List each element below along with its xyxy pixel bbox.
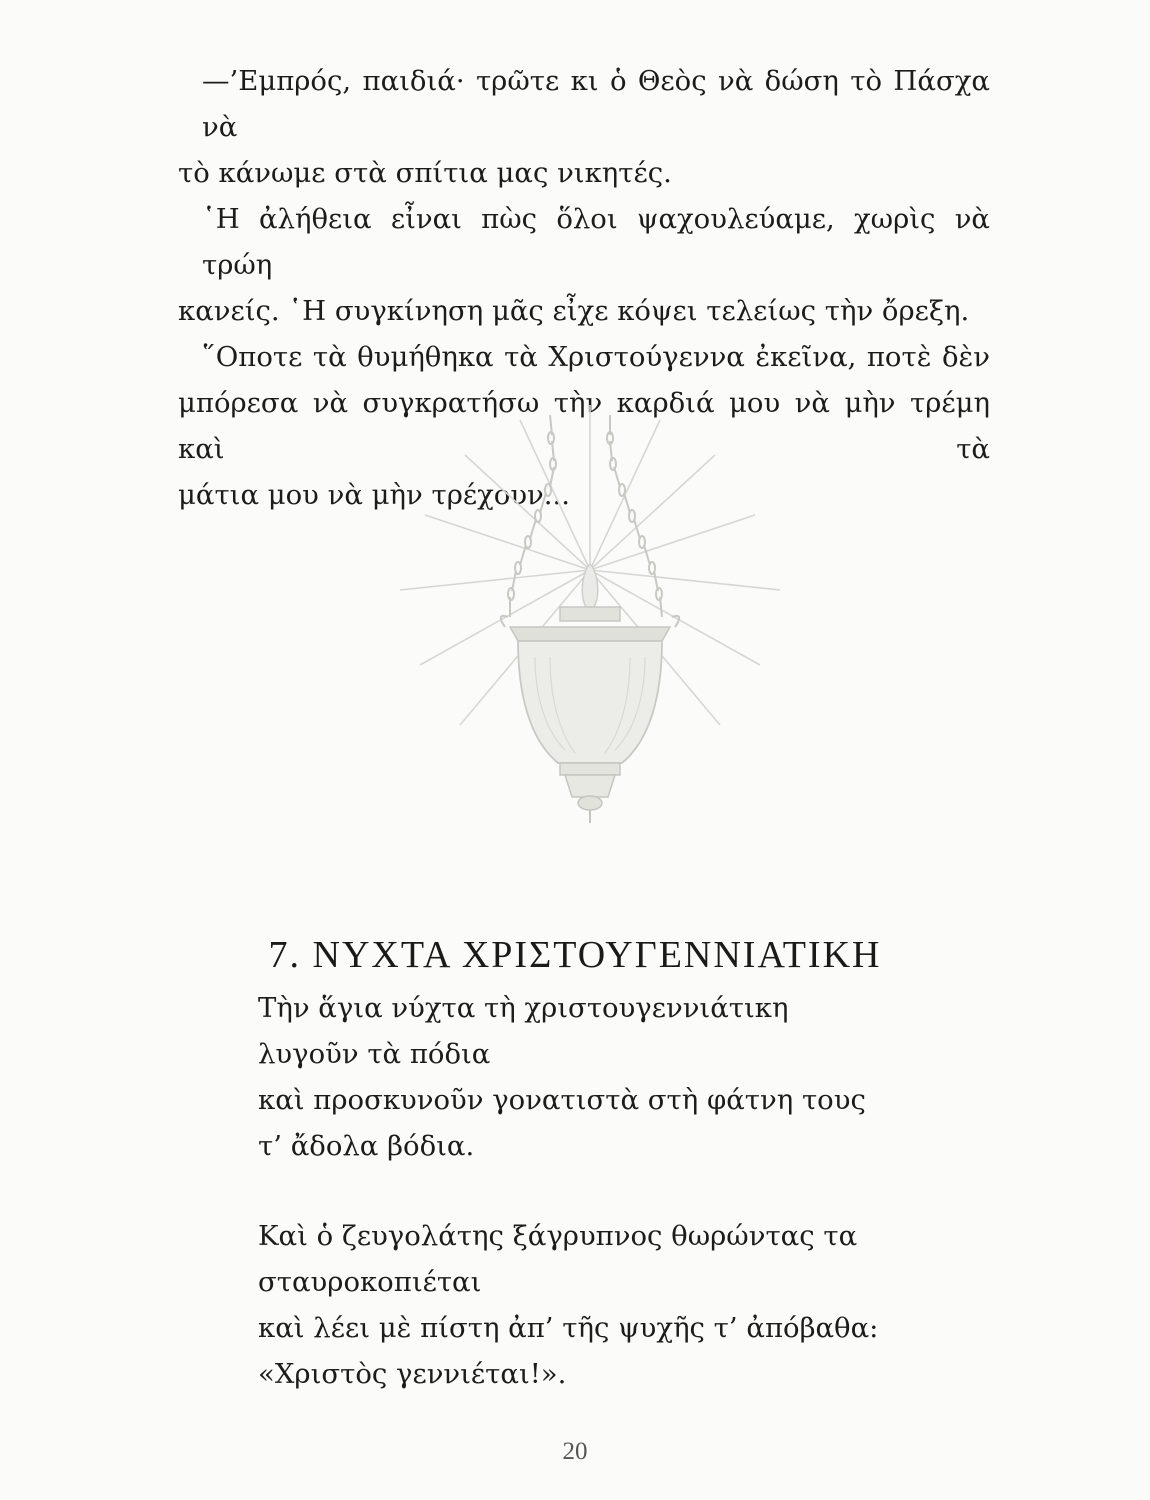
text-line: τὸ κάνωμε στὰ σπίτια μας νικητές. <box>178 157 672 189</box>
poem-stanza-1 <box>258 985 1018 1169</box>
lamp-body <box>501 565 679 823</box>
poem-line: τ’ ἄδολα βόδια. <box>258 1130 475 1162</box>
paragraph-2 <box>178 196 990 334</box>
poem-line: Τὴν ἅγια νύχτα τὴ χριστουγεννιάτικη <box>258 992 789 1024</box>
text-line: κανείς. ῾Η συγκίνηση μᾶς εἶχε κόψει τελείως τὴν ὄρεξη. <box>178 295 970 327</box>
hanging-oil-lamp-icon <box>400 395 780 865</box>
poem-line: «Χριστὸς γεννιέται!». <box>258 1358 567 1390</box>
text-line: ῞Οποτε τὰ θυμήθηκα τὰ Χριστούγεννα ἐκεῖνα, ποτὲ δὲν <box>202 341 990 373</box>
poem-line: Καὶ ὁ ζευγολάτης ξάγρυπνος θωρώντας τα <box>258 1220 858 1252</box>
poem-stanza-2 <box>258 1213 1018 1397</box>
poem <box>258 985 1018 1441</box>
paragraph-1 <box>178 58 990 196</box>
poem-line: λυγοῦν τὰ πόδια <box>258 1038 491 1070</box>
section-heading: 7. ΝΥΧΤΑ ΧΡΙΣΤΟΥΓΕΝΝΙΑΤΙΚΗ <box>268 934 882 977</box>
text-line: μπόρεσα νὰ συγκρατήσω τὴν καρδιά μου νὰ μὴν τρέμη καὶ τὰ <box>178 387 990 465</box>
text-line: ῾Η ἀλήθεια εἶναι πὼς ὅλοι ψαχουλεύαμε, χωρὶς νὰ τρώη <box>202 203 990 281</box>
page-number: 20 <box>562 1438 588 1465</box>
poem-line: καὶ λέει μὲ πίστη ἀπ’ τῆς ψυχῆς τ’ ἀπόβαθα: <box>258 1312 879 1344</box>
poem-line: καὶ προσκυνοῦν γονατιστὰ στὴ φάτνη τους <box>258 1084 866 1116</box>
text-line: μάτια μου νὰ μὴν τρέχουν... <box>178 479 570 511</box>
text-line: —’Εμπρός, παιδιά· τρῶτε κι ὁ Θεὸς νὰ δώση τὸ Πάσχα νὰ <box>202 65 990 143</box>
poem-line: σταυροκοπιέται <box>258 1266 482 1298</box>
